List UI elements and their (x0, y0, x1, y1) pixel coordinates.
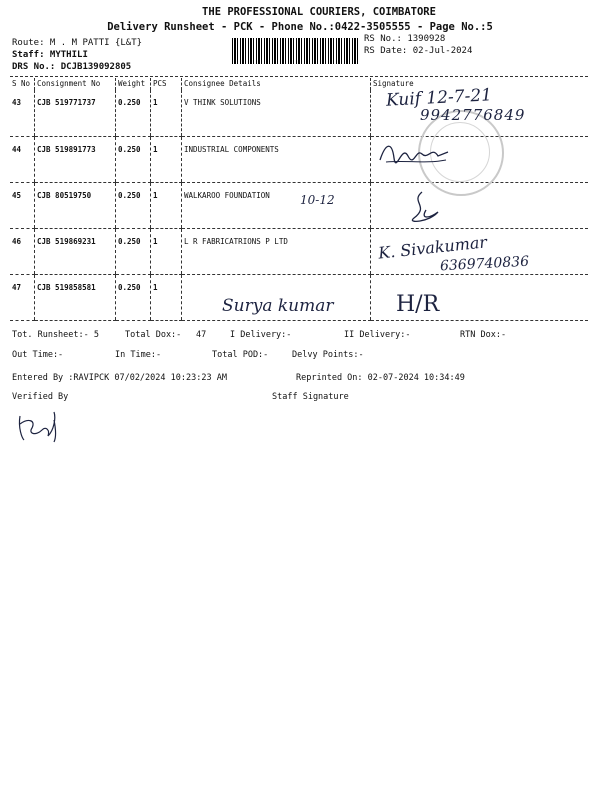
row-weight: 0.250 (116, 274, 151, 320)
row-pcs: 1 (151, 136, 182, 182)
entered-by: Entered By :RAVIPCK 07/02/2024 10:23:23 AM (12, 373, 227, 383)
row-sno: 47 (10, 274, 35, 320)
route-label: Route: M . M PATTI {L&T} (12, 38, 143, 48)
row-sno: 45 (10, 182, 35, 228)
rs-number: RS No.: 1390928 (364, 34, 446, 44)
in-time: In Time:- (115, 350, 162, 360)
row-weight: 0.250 (116, 228, 151, 274)
handwritten-mark: H/R (396, 292, 440, 317)
handwritten-phone: 9942776849 (420, 106, 526, 124)
rtn-dox: RTN Dox:- (460, 330, 507, 340)
header-divider (10, 76, 588, 77)
row-sno: 46 (10, 228, 35, 274)
table-row (10, 182, 588, 228)
row-consignment: CJB 519858581 (35, 274, 116, 320)
row-consignment: CJB 80519750 (35, 182, 116, 228)
row-pcs: 1 (151, 182, 182, 228)
row-consignment: CJB 519891773 (35, 136, 116, 182)
total-dox-label: Total Dox:- (125, 330, 182, 340)
row-consignment: CJB 519869231 (35, 228, 116, 274)
handwritten-signature: Kuif 12-7-21 (385, 85, 493, 111)
col-signature: Signature (371, 78, 589, 90)
row-weight: 0.250 (116, 136, 151, 182)
delvy-points: Delvy Points:- (292, 350, 364, 360)
row-pcs: 1 (151, 274, 182, 320)
total-runsheet: Tot. Runsheet:- 5 (12, 330, 99, 340)
rs-date: RS Date: 02-Jul-2024 (364, 46, 473, 56)
row-pcs: 1 (151, 228, 182, 274)
col-weight: Weight (116, 78, 151, 90)
drs-number: DRS No.: DCJB139092805 (12, 62, 132, 72)
handwritten-signature-scribble (376, 138, 456, 168)
verifier-signature (14, 410, 64, 446)
handwritten-signature-scribble (400, 188, 444, 228)
total-dox-value: 47 (196, 330, 207, 340)
i-delivery: I Delivery:- (230, 330, 292, 340)
handwritten-note: 10-12 (300, 193, 335, 207)
row-pcs: 1 (151, 90, 182, 136)
col-consignment: Consignment No (35, 78, 116, 90)
out-time: Out Time:- (12, 350, 64, 360)
col-sno: S No (12, 79, 31, 88)
row-consignee: V THINK SOLUTIONS (182, 90, 371, 136)
handwritten-receiver-name: Surya kumar (222, 296, 334, 316)
total-pod: Total POD:- (212, 350, 269, 360)
row-consignee: INDUSTRIAL COMPONENTS (182, 136, 371, 182)
row-sno: 44 (10, 136, 35, 182)
reprinted-on: Reprinted On: 02-07-2024 10:34:49 (296, 373, 465, 383)
col-pcs: PCS (151, 78, 182, 90)
ii-delivery: II Delivery:- (344, 330, 411, 340)
handwritten-phone: 6369740836 (439, 253, 530, 275)
row-consignee: WALKAROO FOUNDATION (182, 182, 371, 228)
row-weight: 0.250 (116, 182, 151, 228)
staff-signature-label: Staff Signature (272, 392, 349, 402)
runsheet-subtitle: Delivery Runsheet - PCK - Phone No.:0422-3505555 - Page No.:5 (107, 21, 493, 33)
row-consignee: L R FABRICATRIONS P LTD (182, 228, 371, 274)
verified-by: Verified By (12, 392, 69, 402)
table-header-row (10, 78, 588, 90)
staff-label: Staff: MYTHILI (12, 50, 88, 60)
company-title: THE PROFESSIONAL COURIERS, COIMBATORE (202, 6, 436, 18)
handwritten-signature: K. Sivakumar (377, 232, 488, 263)
barcode (232, 38, 358, 64)
row-weight: 0.250 (116, 90, 151, 136)
col-consignee: Consignee Details (182, 78, 371, 90)
row-consignment: CJB 519771737 (35, 90, 116, 136)
row-sno: 43 (10, 90, 35, 136)
